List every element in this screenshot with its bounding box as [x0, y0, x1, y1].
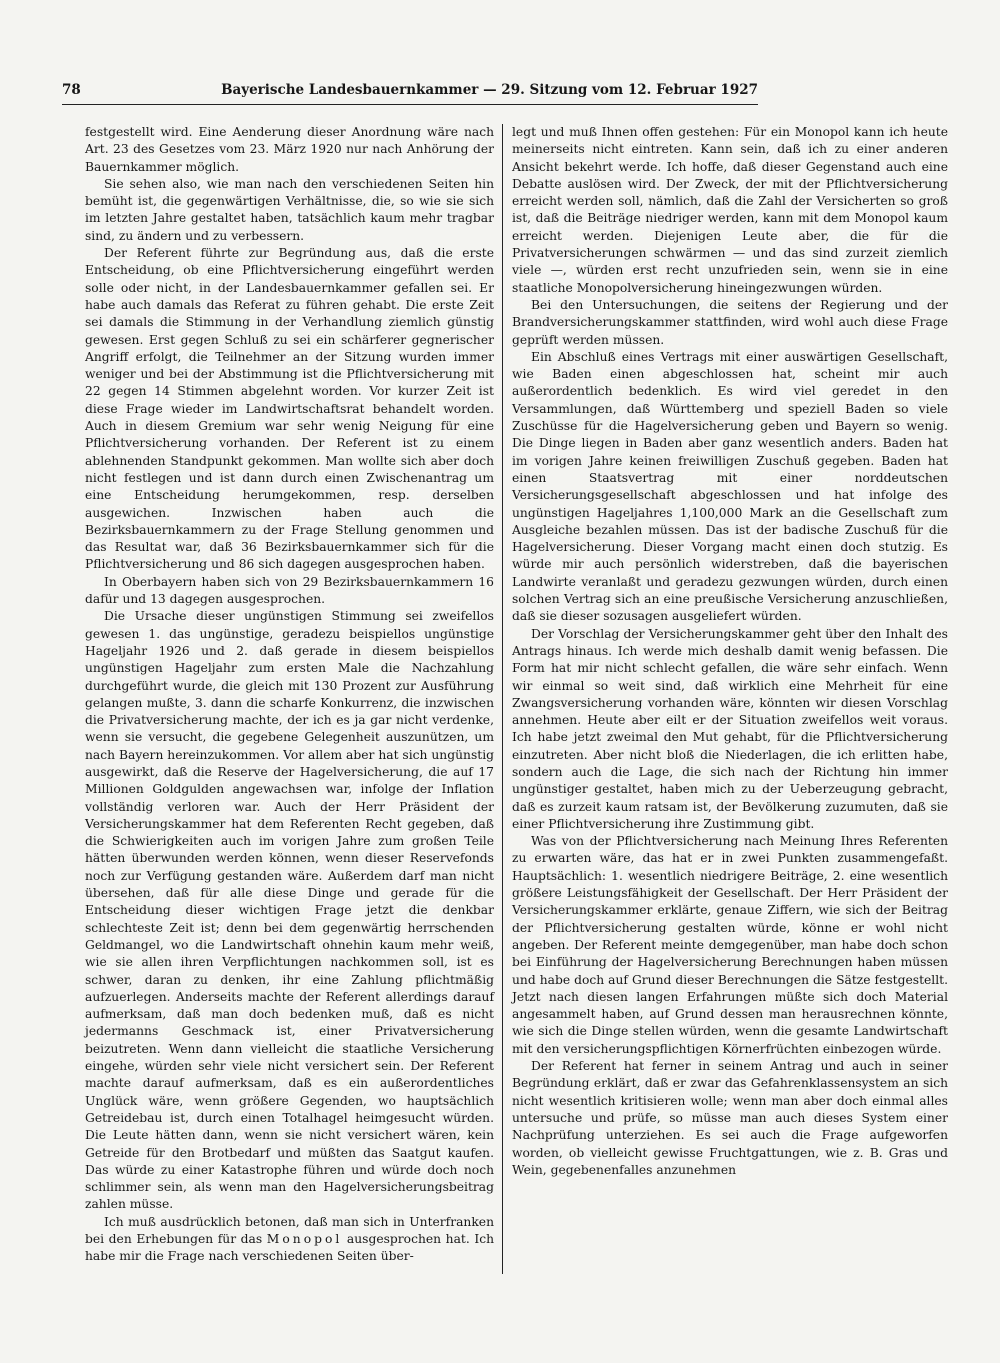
- page-number: 78: [62, 82, 81, 98]
- paragraph: [85, 1214, 494, 1266]
- right-column: [512, 124, 948, 1179]
- page-header: [62, 82, 758, 104]
- paragraph: Der Vorschlag der Versicherungskammer geht über den Inhalt des Antrags hinaus. Ich werde mich deshalb damit wenig befassen. Die Form hat mir nicht schlecht gefallen, die wäre sehr einfach. Wenn wir einmal so weit sind, daß wirklich eine Mehrheit für eine Zwangsversicherung vorhanden wäre, könnten wir diesen Vorschlag annehmen. Heute aber eilt er der Situation zweifellos weit voraus. Ich habe jetzt zweimal den Mut gehabt, für die Pflichtversicherung einzutreten. Aber nicht bloß die Niederlagen, die ich erlitten habe, sondern auch die Lage, die sich nach der Richtung hin immer ungünstiger gestaltet, haben mich zu der Ueberzeugung gebracht, daß es zurzeit kaum ratsam ist, der Bevölkerung zuzumuten, daß sie einer Pflichtversicherung ihre Zustimmung gibt.: [512, 626, 948, 831]
- paragraph: Die Ursache dieser ungünstigen Stimmung sei zweifellos gewesen 1. das ungünstige, geradezu beispiellos ungünstige Hageljahr 1926 und 2. daß gerade in diesem beispiellos ungünstigen Hageljahr zum ersten Male die Nachzahlung durchgeführt wurde, die gleich mit 130 Prozent zur Ausführung gelangen mußte, 3. dann die scharfe Konkurrenz, die inzwischen die Privatversicherung machte, der ich es ja gar nicht verdenke, wenn sie versucht, die gegebene Gelegenheit auszunützen, um nach Bayern hereinzukommen. Vor allem aber hat sich ungünstig ausgewirkt, daß die Reserve der Hagelversicherung, die auf 17 Millionen Goldgulden angewachsen war, infolge der Inflation vollständig verloren war. Auch der Herr Präsident der Versicherungskammer hat dem Referenten Recht gegeben, daß die Schwierigkeiten auch im vorigen Jahre zum großen Teile hätten überwunden werden können, wenn dieser Reservefonds noch zur Verfügung gestanden wäre. Außerdem darf man nicht übersehen, daß für alle diese Dinge und gerade für die Entscheidung dieser wichtigen Frage jetzt die denkbar schlechteste Zeit ist; denn bei dem gegenwärtig herrschenden Geldmangel, wo die Landwirtschaft ohnehin kaum mehr weiß, wie sie allen ihren Verpflichtungen nachkommen soll, ist es schwer, daran zu denken, ihr eine Zahlung pflichtmäßig aufzuerlegen. Anderseits machte der Referent allerdings darauf aufmerksam, daß man doch bedenken muß, daß es nicht jedermanns Geschmack ist, einer Privatversicherung beizutreten. Wenn dann vielleicht die staatliche Versicherung eingehe, würden sehr viele nicht versichert sein. Der Referent machte darauf aufmerksam, daß es ein außerordentliches Unglück wäre, wenn größere Gegenden, wo hauptsächlich Getreidebau ist, durch einen Totalhagel heimgesucht würden. Die Leute hätten dann, wenn sie nicht versichert wären, kein Getreide für den Brotbedarf und müßten das Saatgut kaufen. Das würde zu einer Katastrophe führen und würde doch noch schlimmer sein, als wenn man den Hagelversicherungsbeitrag zahlen müsse.: [85, 609, 494, 1212]
- paragraph: Der Referent hat ferner in seinem Antrag und auch in seiner Begründung erklärt, daß er zwar das Gefahrenklassensystem an sich nicht wesentlich kritisieren wolle; wenn man aber doch einmal alles untersuche und prüfe, so müsse man auch dieses System einer Nachprüfung unterziehen. Es sei auch die Frage aufgeworfen worden, ob vielleicht gewisse Fruchtgattungen, wie z. B. Gras und Wein, gegebenenfalles anzunehmen: [512, 1059, 948, 1177]
- running-title: Bayerische Landesbauernkammer — 29. Sitzung vom 12. Februar 1927: [221, 82, 758, 98]
- paragraph: festgestellt wird. Eine Aenderung dieser Anordnung wäre nach Art. 23 des Gesetzes vom 23. März 1920 nur nach Anhörung der Bauernkammer möglich.: [85, 125, 494, 174]
- paragraph: In Oberbayern haben sich von 29 Bezirksbauernkammern 16 dafür und 13 dagegen ausgesprochen.: [85, 574, 494, 607]
- header-rule: [62, 104, 758, 105]
- paragraph-text: ausgesprochen hat. Ich habe mir die Frage nach verschiedenen Seiten über-: [85, 1232, 495, 1264]
- paragraph: Der Referent führte zur Begründung aus, daß die erste Entscheidung, ob eine Pflichtversicherung eingeführt werden solle oder nicht, in der Landesbauernkammer gefallen sei. Er habe auch damals das Referat zu führen gehabt. Die erste Zeit sei damals die Stimmung in der Verhandlung ziemlich günstig gewesen. Erst gegen Schluß zu sei ein schärferer gegnerischer Angriff erfolgt, die Teilnehmer an der Sitzung wurden immer weniger und bei der Abstimmung ist die Pflichtversicherung mit 22 gegen 14 Stimmen abgelehnt worden. Vor kurzer Zeit ist diese Frage wieder im Landwirtschaftsrat behandelt worden. Auch in diesem Gremium war sehr wenig Neigung für eine Pflichtversicherung vorhanden. Der Referent ist zu einem ablehnenden Standpunkt gekommen. Man wollte sich aber doch nicht festlegen und ist dann durch einen Zwischenantrag um eine Entscheidung herumgekommen, resp. derselben ausgewichen. Inzwischen haben auch die Bezirksbauernkammern zu der Frage Stellung genommen und das Resultat war, daß 36 Bezirksbauernkammer sich für die Pflichtversicherung und 86 sich dagegen ausgesprochen haben.: [85, 246, 494, 572]
- paragraph: Ein Abschluß eines Vertrags mit einer auswärtigen Gesellschaft, wie Baden einen abgeschlossen hat, scheint mir auch außerordentlich bedenklich. Es wird viel geredet in den Versammlungen, daß Württemberg und speziell Baden so viele Zuschüsse für die Hagelversicherung geben und Bayern so wenig. Die Dinge liegen in Baden aber ganz wesentlich anders. Baden hat im vorigen Jahre keinen freiwilligen Zuschuß gegeben. Baden hat einen Staatsvertrag mit einer norddeutschen Versicherungsgesellschaft abgeschlossen und hat infolge des ungünstigen Hageljahres 1,100,000 Mark an die Gesellschaft zum Ausgleiche bezahlen müssen. Das ist der badische Zuschuß für die Hagelversicherung. Dieser Vorgang macht einen doch stutzig. Es würde mir auch persönlich widerstreben, daß die bayerischen Landwirte veranlaßt und geradezu gezwungen würden, durch einen solchen Vertrag sich an eine preußische Versicherung anzuschließen, daß sie dieser sozusagen ausgeliefert würden.: [512, 349, 948, 624]
- left-column: [85, 124, 494, 1266]
- paragraph: Sie sehen also, wie man nach den verschiedenen Seiten hin bemüht ist, die gegenwärtigen Verhältnisse, die, so wie sie sich im letzten Jahre gestaltet haben, tatsächlich kaum mehr tragbar sind, zu ändern und zu verbessern.: [85, 176, 494, 243]
- emphasized-word: Monopol: [266, 1232, 343, 1246]
- column-divider: [502, 124, 503, 1274]
- paragraph: Was von der Pflichtversicherung nach Meinung Ihres Referenten zu erwarten wäre, das hat er in zwei Punkten zusammengefaßt. Hauptsächlich: 1. wesentlich niedrigere Beiträge, 2. eine wesentlich größere Leistungsfähigkeit der Gesellschaft. Der Herr Präsident der Versicherungskammer erklärte, genaue Ziffern, wie sich der Beitrag der Pflichtversicherung gestalten würde, könne er wohl nicht angeben. Der Referent meinte demgegenüber, man habe doch schon bei Einführung der Hagelversicherung Berechnungen haben müssen und habe doch auf Grund dieser Berechnungen die Sätze festgestellt. Jetzt nach diesen langen Erfahrungen müßte sich doch Material angesammelt haben, auf Grund dessen man herausrechnen könnte, wie sich die Dinge stellen würden, wenn die gesamte Landwirtschaft mit den versicherungspflichtigen Körnerfrüchten einbezogen würde.: [512, 834, 948, 1056]
- paragraph: Bei den Untersuchungen, die seitens der Regierung und der Brandversicherungskammer stattfinden, wird wohl auch diese Frage geprüft werden müssen.: [512, 297, 948, 347]
- paragraph-text: Ich muß ausdrücklich betonen, daß man sich in Unterfranken bei den Erhebungen für das: [85, 1214, 494, 1246]
- paragraph: legt und muß Ihnen offen gestehen: Für ein Monopol kann ich heute meinerseits nicht eintreten. Kann sein, daß ich zu einer anderen Ansicht bekehrt werde. Ich hoffe, daß dieser Gegenstand auch eine Debatte auslösen wird. Der Zweck, der mit der Pflichtversicherung erreicht werden soll, nämlich, daß die Zahl der Versicherten so groß ist, daß die Beiträge niedriger werden, kann mit dem Monopol kaum erreicht werden. Diejenigen Leute aber, die für die Privatversicherungen schwärmen — und das sind zurzeit ziemlich viele —, würden erst recht unzufrieden sein, wenn sie in eine staatliche Monopolversicherung hineingezwungen würden.: [512, 125, 948, 295]
